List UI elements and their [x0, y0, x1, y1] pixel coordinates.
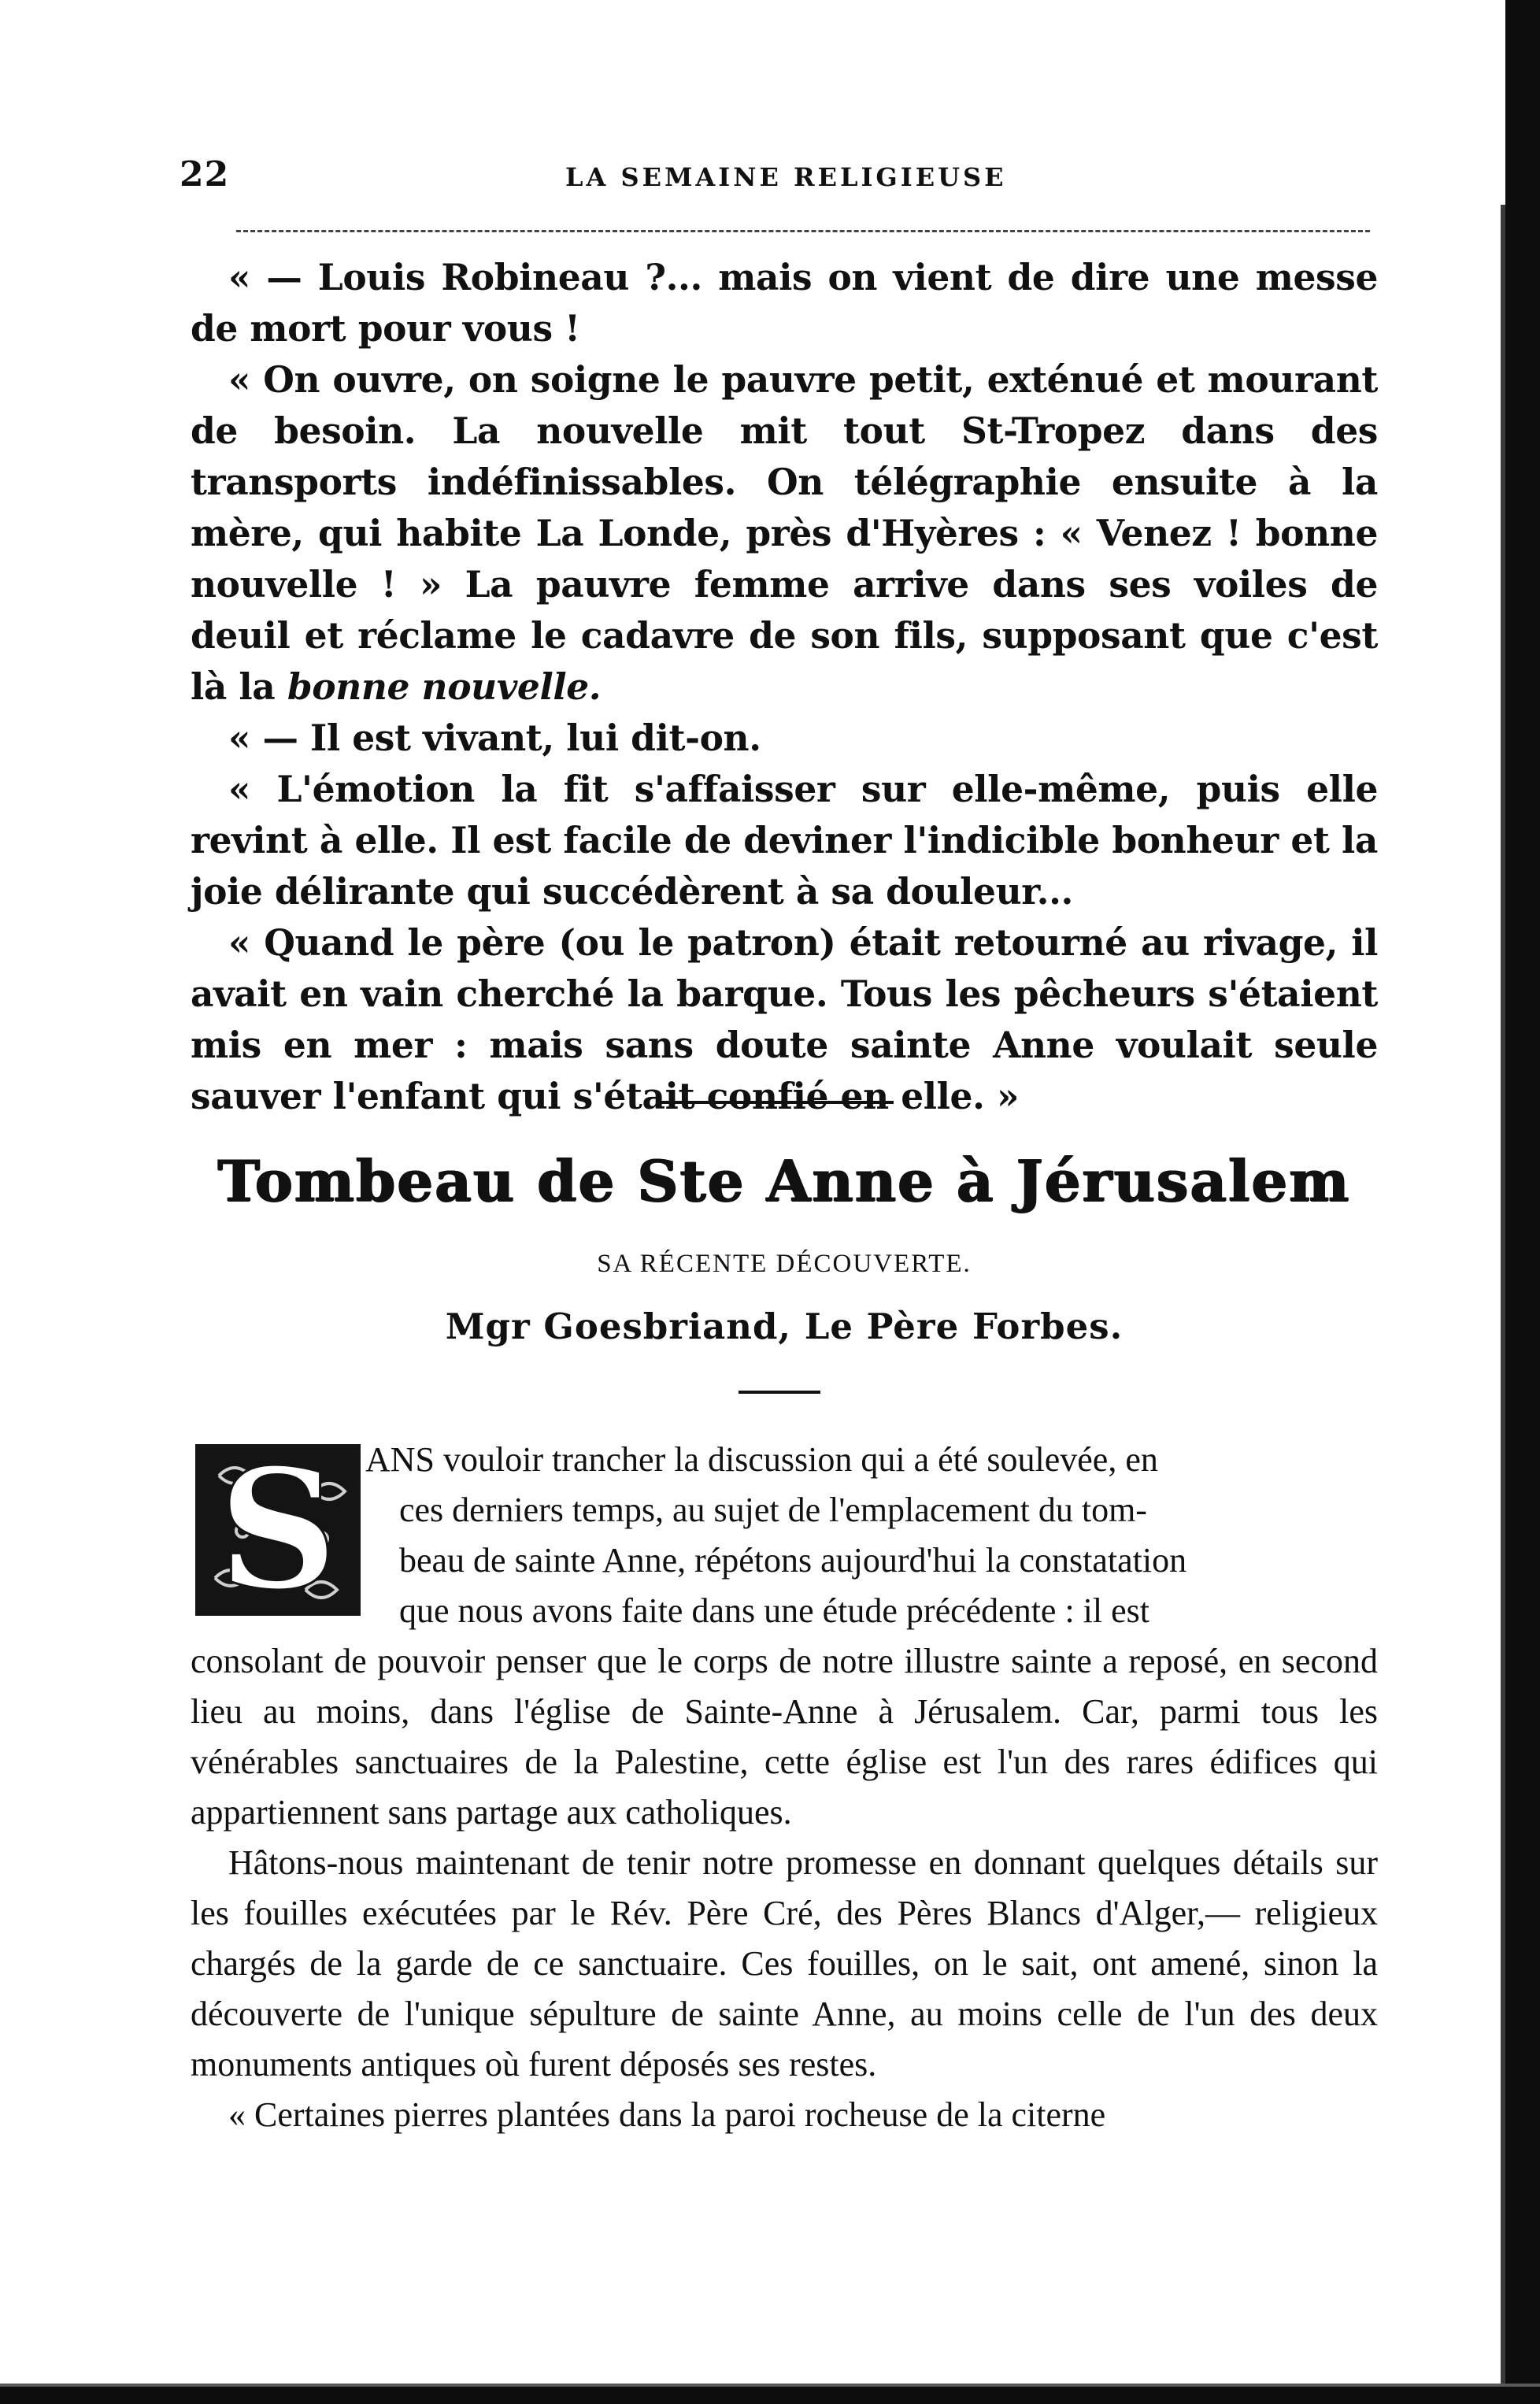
article-byline: Mgr Goesbriand, Le Père Forbes.: [445, 1306, 1124, 1347]
article-subtitle: SA RÉCENTE DÉCOUVERTE.: [597, 1250, 972, 1278]
scan-shadow-right: [1501, 205, 1505, 2404]
article-line: beau de sainte Anne, répétons aujourd'hui la constatation: [399, 1541, 1187, 1580]
article-title: Tombeau de Ste Anne à Jérusalem: [217, 1147, 1351, 1214]
story-paragraph: « Quand le père (ou le patron) était retourné au rivage, il avait en vain cherché la barque. Tous les pêcheurs s'étaient mis en mer : mais sans doute sainte Anne voulait seule sauver l'enfant qui s'était confié en elle. »: [191, 921, 1378, 1117]
running-title: LA SEMAINE RELIGIEUSE: [565, 162, 1007, 192]
story-text-run: « On ouvre, on soigne le pauvre petit, exténué et mourant de besoin. La nouvelle mit tout St-Tropez dans des transports indéfinissables. On télégraphie ensuite à la mère, qui habite La Londe, près d'Hyères : « Venez ! bonne nouvelle ! » La pauvre femme arrive dans ses voiles de deuil et réclame le cadavre de son fils, supposant que c'est là la: [191, 358, 1378, 708]
article-text: [191, 1432, 1378, 2140]
byline-divider: [739, 1391, 820, 1394]
article-paragraph: « Certaines pierres plantées dans la paroi rocheuse de la citerne: [228, 2095, 1106, 2134]
story-text: [191, 252, 1378, 1122]
article-paragraph: consolant de pouvoir penser que le corps de notre illustre sainte a reposé, en second lieu au moins, dans l'église de Sainte-Anne à Jérusalem. Car, parmi tous les vénérables sanctuaires de la Palestine, cette église est l'un des rares édifices qui appartiennent sans partage aux catholiques.: [191, 1642, 1378, 1832]
scan-border-right: [1505, 0, 1540, 2404]
header-rule: [236, 230, 1370, 232]
story-paragraph: « — Louis Robineau ?... mais on vient de dire une messe de mort pour vous !: [191, 256, 1378, 350]
page-number: 22: [180, 154, 230, 194]
article-line: ANS vouloir trancher la discussion qui a été soulevée, en: [365, 1440, 1158, 1479]
scan-border-bottom: [0, 2387, 1540, 2404]
story-paragraph: « — Il est vivant, lui dit-on.: [228, 717, 761, 759]
story-paragraph: « L'émotion la fit s'affaisser sur elle-même, puis elle revint à elle. Il est facile de deviner l'indicible bonheur et la joie délirante qui succédèrent à sa douleur...: [191, 768, 1378, 913]
article-line: ces derniers temps, au sujet de l'emplacement du tom-: [399, 1491, 1147, 1529]
article-paragraph: Hâtons-nous maintenant de tenir notre promesse en donnant quelques détails sur les fouilles exécutées par le Rév. Père Cré, des Pères Blancs d'Alger,— religieux chargés de la garde de ce sanctuaire. Ces fouilles, on le sait, ont amené, sinon la découverte de l'unique sépulture de sainte Anne, au moins celle de l'un des deux monuments antiques où furent déposés ses restes.: [191, 1843, 1378, 2084]
section-divider: [661, 1101, 894, 1104]
dropcap-letter: S: [218, 1432, 338, 1627]
story-italic-run: bonne nouvelle.: [287, 665, 602, 708]
article-line: que nous avons faite dans une étude précédente : il est: [399, 1591, 1150, 1630]
story-paragraph: [191, 354, 1378, 713]
